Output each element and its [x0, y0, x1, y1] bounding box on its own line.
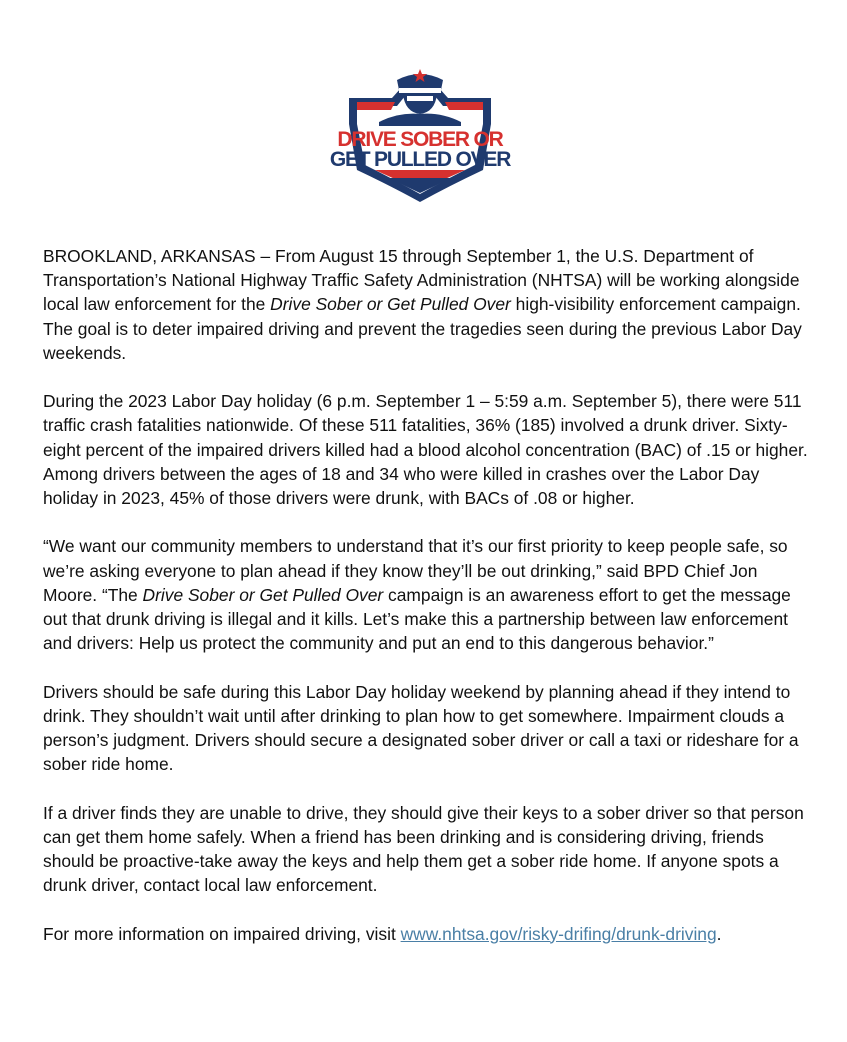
paragraph-intro: BROOKLAND, ARKANSAS – From August 15 through September 1, the U.S. Department of Transportation’s National Highway Traffic Safety Administration (NHTSA) will be working alongside local law enforcement for the Drive Sober or Get Pulled Over high-visibility enforcement campaign. The goal is to deter impaired driving and prevent the tragedies seen during the previous Labor Day weekends.	[43, 246, 802, 363]
drive-sober-logo	[329, 66, 511, 206]
logo-line-1: DRIVE SOBER OR	[337, 128, 503, 151]
campaign-name: Drive Sober or Get Pulled Over	[270, 294, 511, 315]
paragraph-quote: “We want our community members to understand that it’s our first priority to keep people safe, so we’re asking everyone to plan ahead if they know they’ll be out drinking,” said BPD Chief Jon Moore. “The Drive Sober or Get Pulled Over campaign is an awareness effort to get the message out that drunk driving is illegal and it kills. Let’s make this a partnership between law enforcement and drivers: Help us protect the community and put an end to this dangerous behavior.”	[43, 536, 791, 654]
wing-left-stripe	[357, 102, 395, 110]
paragraph-statistics: During the 2023 Labor Day holiday (6 p.m. September 1 – 5:59 a.m. September 5), there were 511 traffic crash fatalities nationwide. Of these 511 fatalities, 36% (185) involved a drunk driver. Sixty-eight percent of the impaired drivers killed had a blood alcohol concentration (BAC) of .15 or higher. Among drivers between the ages of 18 and 34 who were killed in crashes over the Labor Day holiday in 2023, 45% of those drivers were drunk, with BACs of .08 or higher.	[43, 391, 808, 509]
paragraph-planning: Drivers should be safe during this Labor Day holiday weekend by planning ahead if they intend to drink. They shouldn’t wait until after drinking to plan how to get somewhere. Impairment clouds a person’s judgment. Drivers should secure a designated sober driver or call a taxi or rideshare for a sober ride home.	[43, 681, 799, 775]
paragraph-sober-driver: If a driver finds they are unable to drive, they should give their keys to a sober driver so that person can get them home safely. When a friend has been drinking and is considering driving, friends should be proactive-take away the keys and help them get a sober ride home. If anyone spots a drunk driver, contact local law enforcement.	[43, 802, 804, 896]
campaign-name: Drive Sober or Get Pulled Over	[142, 584, 384, 605]
wing-right-stripe	[445, 102, 483, 110]
nhtsa-link[interactable]: www.nhtsa.gov/risky-drifing/drunk-driving	[400, 923, 717, 944]
paragraph-more-info: For more information on impaired driving, visit www.nhtsa.gov/risky-drifing/drunk-driving.	[43, 923, 722, 944]
logo-line-2: GET PULLED OVER	[329, 148, 511, 171]
press-release-body	[43, 244, 815, 970]
